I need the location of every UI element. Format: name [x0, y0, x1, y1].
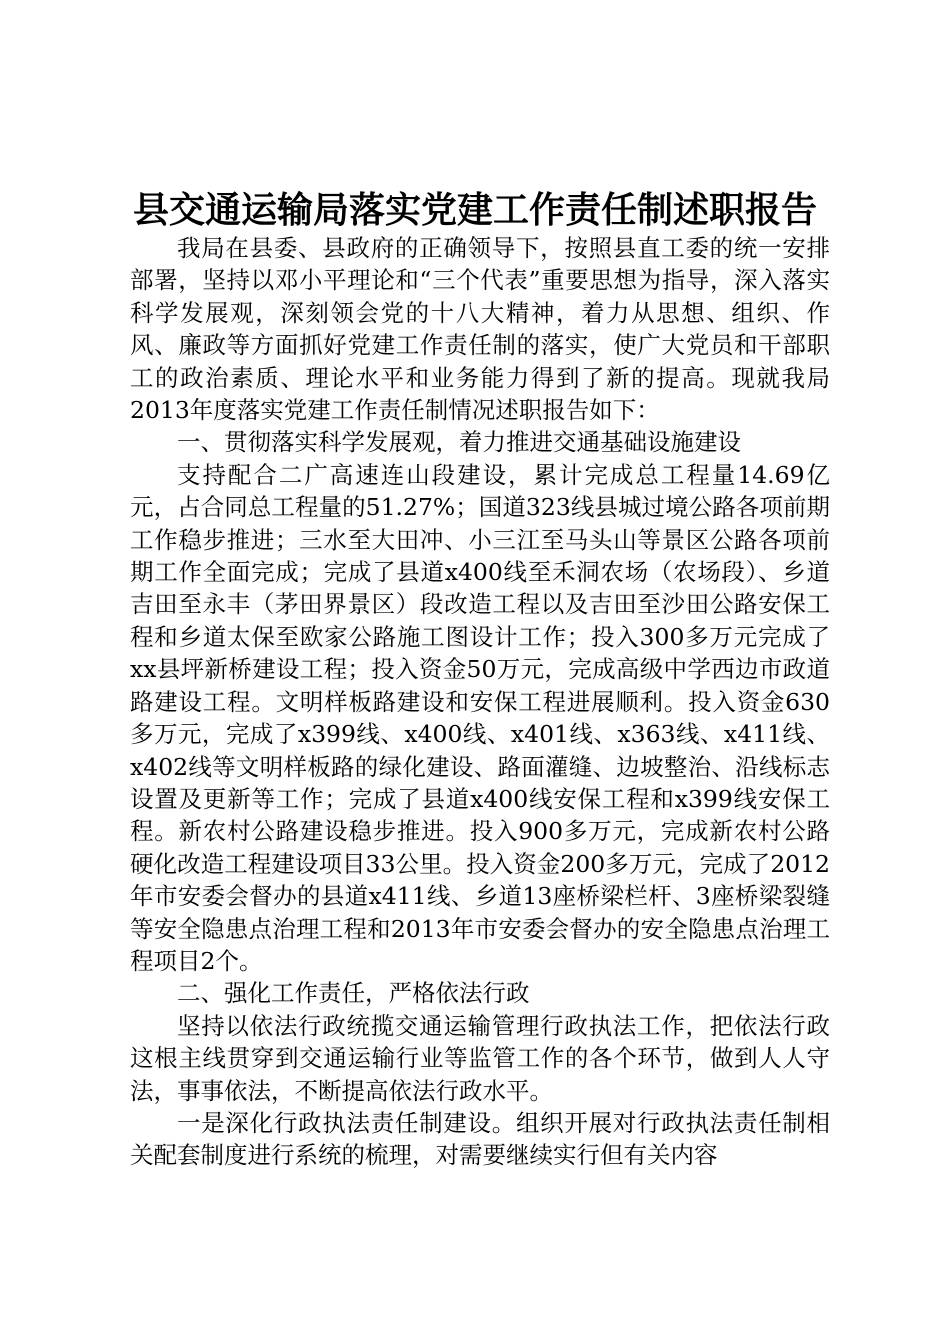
- intro-paragraph: 我局在县委、县政府的正确领导下，按照县直工委的统一安排部署，坚持以邓小平理论和“三个代表”重要思想为指导，深入落实科学发展观，深刻领会党的十八大精神，着力从思想、组织、作风、廉政等方面抓好党建工作责任制的落实，使广大党员和干部职工的政治素质、理论水平和业务能力得到了新的提高。现就我局2013年度落实党建工作责任制情况述职报告如下：: [130, 234, 830, 425]
- section-1-paragraph: 支持配合二广高速连山段建设，累计完成总工程量14.69亿元，占合同总工程量的51.27%；国道323线县城过境公路各项前期工作稳步推进；三水至大田冲、小三江至马头山等景区公路各项前期工作全面完成；完成了县道x400线至禾洞农场（农场段）、乡道吉田至永丰（茅田界景区）段改造工程以及吉田至沙田公路安保工程和乡道太保至欧家公路施工图设计工作；投入300多万元完成了xx县坪新桥建设工程；投入资金50万元，完成高级中学西边市政道路建设工程。文明样板路建设和安保工程进展顺利。投入资金630多万元，完成了x399线、x400线、x401线、x363线、x411线、x402线等文明样板路的绿化建设、路面灌缝、边坡整治、沿线标志设置及更新等工作；完成了县道x400线安保工程和x399线安保工程。新农村公路建设稳步推进。投入900多万元，完成新农村公路硬化改造工程建设项目33公里。投入资金200多万元，完成了2012年市安委会督办的县道x411线、乡道13座桥梁栏杆、3座桥梁裂缝等安全隐患点治理工程和2013年市安委会督办的安全隐患点治理工程项目2个。: [130, 460, 830, 975]
- section-heading-1: 一、贯彻落实科学发展观，着力推进交通基础设施建设: [177, 428, 741, 457]
- section-2-paragraph: 坚持以依法行政统揽交通运输管理行政执法工作，把依法行政这根主线贯穿到交通运输行业等监管工作的各个环节，做到人人守法，事事依法，不断提高依法行政水平。: [130, 1011, 830, 1105]
- document-title: 县交通运输局落实党建工作责任制述职报告: [132, 189, 817, 231]
- section-2-item-1-paragraph: 一是深化行政执法责任制建设。组织开展对行政执法责任制相关配套制度进行系统的梳理，对需要继续实行但有关内容: [130, 1108, 830, 1170]
- document-body: [130, 232, 830, 1172]
- section-heading-2: 二、强化工作责任，严格依法行政: [177, 979, 530, 1008]
